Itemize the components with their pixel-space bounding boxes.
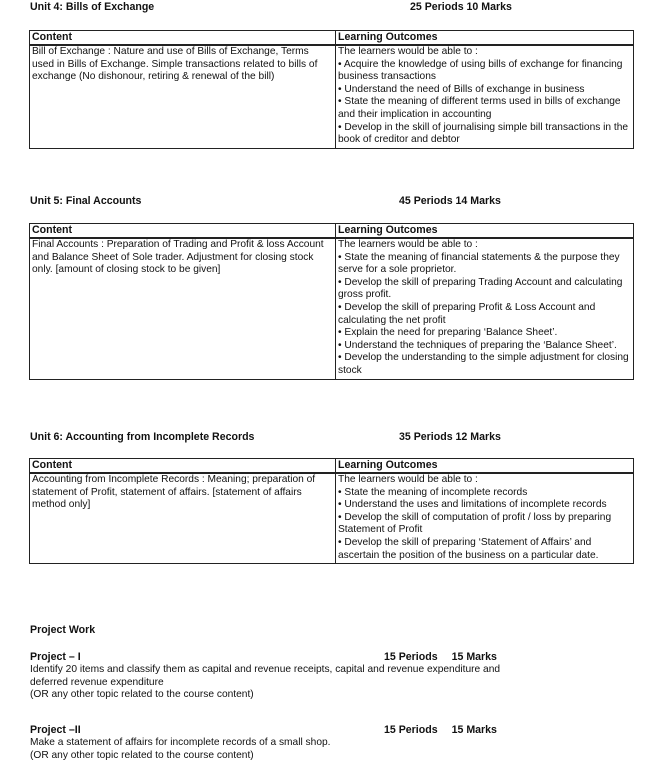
content-header: Content xyxy=(30,31,336,46)
learning-outcomes-header: Learning Outcomes xyxy=(336,459,634,474)
project-1-description xyxy=(30,664,635,702)
outcome-item: • State the meaning of incomplete records xyxy=(338,486,528,498)
project-2-title: Project –II xyxy=(30,724,81,736)
outcome-item: • Develop the skill of preparing Trading Account and calculating gross profit. xyxy=(338,276,623,301)
outcomes-cell xyxy=(336,45,634,148)
project-1-meta xyxy=(384,651,511,664)
table-header-row xyxy=(30,459,634,474)
outcomes-cell xyxy=(336,473,634,564)
unit-5-periods-marks: 45 Periods 14 Marks xyxy=(399,195,501,207)
outcome-item: • Develop the understanding to the simple adjustment for closing stock xyxy=(338,352,629,376)
unit-4-periods-marks: 25 Periods 10 Marks xyxy=(410,1,512,13)
project-1-marks: 15 Marks xyxy=(451,651,497,663)
outcome-item: • State the meaning of financial statements & the purpose they serve for a sole proprietor. xyxy=(338,251,620,276)
project-2-marks: 15 Marks xyxy=(451,724,497,736)
content-cell xyxy=(30,473,336,564)
table-row xyxy=(30,473,634,564)
outcome-item: • Explain the need for preparing ‘Balance Sheet’. xyxy=(338,327,558,339)
content-text: Bill of Exchange : Nature and use of Bills of Exchange, Terms used in Bills of Exchange. Simple transactions related to bills of exchange (No dishonour, retiring & renewal of the bill) xyxy=(32,46,318,83)
outcome-item: • Develop the skill of computation of profit / loss by preparing Statement of Profit xyxy=(338,511,612,536)
unit-4-table xyxy=(29,30,634,149)
description-line: (OR any other topic related to the course content) xyxy=(30,689,254,701)
outcomes-cell xyxy=(336,238,634,379)
outcome-item: • Develop the skill of preparing ‘Statement of Affairs’ and ascertain the position of the business on a particular date. xyxy=(338,536,599,561)
description-line: Make a statement of affairs for incomplete records of a small shop. xyxy=(30,737,331,748)
outcome-item: • Develop in the skill of journalising simple bill transactions in the book of creditor and debtor xyxy=(338,121,629,146)
table-row xyxy=(30,45,634,148)
learning-outcomes-header: Learning Outcomes xyxy=(336,224,634,239)
unit-6-table xyxy=(29,458,634,564)
content-header: Content xyxy=(30,459,336,474)
project-1-periods: 15 Periods xyxy=(384,651,438,663)
unit-6-periods-marks: 35 Periods 12 Marks xyxy=(399,431,501,443)
content-text: Accounting from Incomplete Records : Meaning; preparation of statement of Profit, statement of affairs. [statement of affairs method only] xyxy=(32,474,316,511)
outcome-item: The learners would be able to : xyxy=(338,46,478,57)
table-row xyxy=(30,238,634,379)
description-line: Identify 20 items and classify them as capital and revenue receipts, capital and revenue expenditure and xyxy=(30,664,501,675)
unit-4-title: Unit 4: Bills of Exchange xyxy=(30,1,155,13)
learning-outcomes-header: Learning Outcomes xyxy=(336,31,634,46)
outcome-item: The learners would be able to : xyxy=(338,474,478,485)
project-work-heading: Project Work xyxy=(30,624,96,636)
project-2-description xyxy=(30,737,635,762)
unit-6-title: Unit 6: Accounting from Incomplete Records xyxy=(30,431,255,443)
outcome-item: The learners would be able to : xyxy=(338,239,478,250)
description-line: (OR any other topic related to the course content) xyxy=(30,749,254,761)
outcome-item: • Understand the techniques of preparing the ‘Balance Sheet’. xyxy=(338,339,617,351)
unit-5-table xyxy=(29,223,634,380)
outcome-item: • Develop the skill of preparing Profit & Loss Account and calculating the net profit xyxy=(338,301,596,326)
content-text: Final Accounts : Preparation of Trading and Profit & loss Account and Balance Sheet of Sole trader. Adjustment for closing stock only. [amount of closing stock to be given] xyxy=(32,239,324,276)
project-2-periods: 15 Periods xyxy=(384,724,438,736)
outcome-item: • Understand the uses and limitations of incomplete records xyxy=(338,499,607,511)
project-2-meta xyxy=(384,724,511,737)
outcome-item: • Acquire the knowledge of using bills of exchange for financing business transactions xyxy=(338,58,623,83)
content-cell xyxy=(30,45,336,148)
unit-5-title: Unit 5: Final Accounts xyxy=(30,195,142,207)
description-line: deferred revenue expenditure xyxy=(30,676,164,688)
outcome-item: • Understand the need of Bills of exchange in business xyxy=(338,83,585,95)
table-header-row xyxy=(30,224,634,239)
content-header: Content xyxy=(30,224,336,239)
table-header-row xyxy=(30,31,634,46)
project-1-title: Project – I xyxy=(30,651,81,663)
content-cell xyxy=(30,238,336,379)
outcome-item: • State the meaning of different terms used in bills of exchange and their implication in accounting xyxy=(338,96,621,120)
